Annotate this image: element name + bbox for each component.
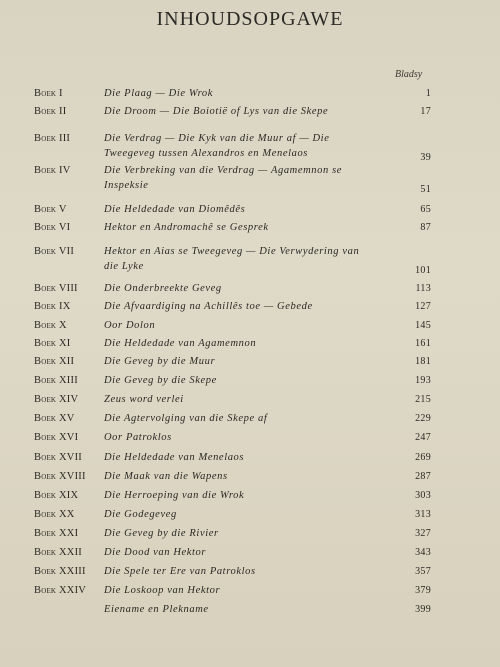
chapter-title — [104, 220, 394, 235]
book-label — [34, 336, 71, 351]
page-number: 51 — [420, 184, 431, 195]
book-number: XXI — [56, 528, 79, 539]
book-label — [34, 583, 86, 598]
chapter-title-line: Die Heldedade van Diomêdês — [104, 204, 246, 215]
chapter-title-line: Die Loskoop van Hektor — [104, 585, 221, 596]
book-number: II — [56, 106, 67, 117]
book-word: Boek — [34, 375, 57, 386]
chapter-title — [104, 564, 394, 579]
book-word: Boek — [34, 528, 57, 539]
chapter-title — [104, 526, 394, 541]
book-word: Boek — [34, 165, 57, 176]
book-number: XIV — [56, 394, 79, 405]
book-word: Boek — [34, 106, 57, 117]
book-word: Boek — [34, 452, 57, 463]
book-word: Boek — [34, 204, 57, 215]
chapter-title — [104, 104, 394, 119]
chapter-title — [104, 488, 394, 503]
chapter-title-line: Die Plaag — Die Wrok — [104, 88, 214, 99]
book-number: VI — [56, 222, 71, 233]
page-number: 1 — [425, 88, 431, 99]
book-label — [34, 318, 67, 333]
book-word: Boek — [34, 301, 57, 312]
book-label — [34, 202, 67, 217]
book-label — [34, 299, 71, 314]
chapter-title-line: Hektor en Andromachê se Gesprek — [104, 222, 269, 233]
page-number: 17 — [420, 106, 431, 117]
chapter-title-line: die Lyke — [104, 261, 144, 272]
book-label — [34, 430, 78, 445]
book-number: IV — [56, 165, 71, 176]
page-number: 229 — [415, 413, 431, 424]
book-number: XVII — [56, 452, 82, 463]
book-label — [34, 507, 75, 522]
chapter-title — [104, 430, 394, 445]
book-number: XII — [56, 356, 75, 367]
page-number: 379 — [415, 585, 431, 596]
page-number: 113 — [415, 283, 431, 294]
chapter-title-line: Die Spele ter Ere van Patroklos — [104, 566, 256, 577]
page-number: 269 — [415, 452, 431, 463]
book-number: XXIII — [56, 566, 86, 577]
chapter-title — [104, 354, 394, 369]
book-label — [34, 392, 78, 407]
book-label — [34, 86, 63, 101]
chapter-title-line: Die Geveg by die Muur — [104, 356, 216, 367]
book-word: Boek — [34, 338, 57, 349]
book-number: VIII — [56, 283, 78, 294]
chapter-title-line: Die Afvaardiging na Achillês toe — Gebede — [104, 301, 313, 312]
book-word: Boek — [34, 413, 57, 424]
chapter-title-line: Die Dood van Hektor — [104, 547, 207, 558]
book-number: XVIII — [56, 471, 86, 482]
book-word: Boek — [34, 585, 57, 596]
page-title: INHOUDSOPGAWE — [156, 8, 344, 30]
book-number: XV — [56, 413, 75, 424]
chapter-title — [104, 244, 394, 274]
chapter-title — [104, 202, 394, 217]
book-label — [34, 104, 66, 119]
chapter-title — [104, 281, 394, 296]
book-word: Boek — [34, 547, 57, 558]
book-number: XIII — [56, 375, 78, 386]
chapter-title — [104, 373, 394, 388]
chapter-title-line: Oor Dolon — [104, 320, 156, 331]
chapter-title-line: Oor Patroklos — [104, 432, 172, 443]
page-number: 161 — [415, 338, 431, 349]
book-label — [34, 545, 82, 560]
chapter-title — [104, 507, 394, 522]
page-number: 215 — [415, 394, 431, 405]
book-word: Boek — [34, 356, 57, 367]
book-word: Boek — [34, 432, 57, 443]
book-number: XX — [56, 509, 75, 520]
book-word: Boek — [34, 566, 57, 577]
book-label — [34, 163, 71, 178]
book-word: Boek — [34, 320, 57, 331]
chapter-title-line: Die Droom — Die Boiotië of Lys van die Skepe — [104, 106, 329, 117]
book-word: Boek — [34, 471, 57, 482]
page-number: 65 — [420, 204, 431, 215]
book-word: Boek — [34, 88, 57, 99]
page-number: 327 — [415, 528, 431, 539]
book-label — [34, 564, 86, 579]
chapter-title-line: Die Verdrag — Die Kyk van die Muur af — Die — [104, 133, 330, 144]
chapter-title — [104, 131, 394, 161]
book-label — [34, 281, 78, 296]
book-label — [34, 244, 74, 259]
book-label — [34, 488, 78, 503]
book-label — [34, 373, 78, 388]
page-number: 181 — [415, 356, 431, 367]
book-number: III — [56, 133, 71, 144]
chapter-title — [104, 318, 394, 333]
chapter-title-line: Eiename en Plekname — [104, 604, 209, 615]
page-number: 303 — [415, 490, 431, 501]
chapter-title-line: Die Geveg by die Skepe — [104, 375, 217, 386]
page-number: 287 — [415, 471, 431, 482]
book-number: XI — [56, 338, 71, 349]
book-label — [34, 450, 82, 465]
page-number: 399 — [415, 604, 431, 615]
chapter-title — [104, 299, 394, 314]
page-number: 193 — [415, 375, 431, 386]
book-number: XXIV — [56, 585, 87, 596]
book-number: XXII — [56, 547, 82, 558]
book-label — [34, 469, 86, 484]
chapter-title-line: Die Herroeping van die Wrok — [104, 490, 245, 501]
book-word: Boek — [34, 490, 57, 501]
chapter-title-line: Die Verbreking van die Verdrag — Agamemnon se — [104, 165, 343, 176]
chapter-title — [104, 86, 394, 101]
chapter-title-line: Zeus word verlei — [104, 394, 184, 405]
book-label — [34, 526, 78, 541]
chapter-title-line: Die Heldedade van Agamemnon — [104, 338, 257, 349]
page-number: 313 — [415, 509, 431, 520]
book-number: VII — [56, 246, 75, 257]
page-number: 87 — [420, 222, 431, 233]
page-number: 145 — [415, 320, 431, 331]
book-label — [34, 131, 70, 146]
book-number: XIX — [56, 490, 79, 501]
chapter-title — [104, 392, 394, 407]
chapter-title — [104, 469, 394, 484]
book-number: X — [56, 320, 67, 331]
book-word: Boek — [34, 222, 57, 233]
chapter-title-line: Hektor en Aias se Tweegeveg — Die Verwydering van — [104, 246, 360, 257]
chapter-title — [104, 583, 394, 598]
book-word: Boek — [34, 509, 57, 520]
book-label — [34, 220, 70, 235]
book-word: Boek — [34, 283, 57, 294]
chapter-title — [104, 163, 394, 193]
chapter-title-line: Die Godegeveg — [104, 509, 177, 520]
chapter-title — [104, 602, 394, 617]
page-column-label: Bladsy — [395, 69, 423, 80]
book-number: IX — [56, 301, 71, 312]
page-number: 247 — [415, 432, 431, 443]
page-number: 343 — [415, 547, 431, 558]
chapter-title — [104, 336, 394, 351]
book-number: I — [56, 88, 63, 99]
chapter-title-line: Die Onderbreekte Geveg — [104, 283, 222, 294]
book-label — [34, 354, 74, 369]
book-number: V — [56, 204, 67, 215]
chapter-title-line: Die Geveg by die Rivier — [104, 528, 219, 539]
chapter-title — [104, 450, 394, 465]
chapter-title-line: Die Agtervolging van die Skepe af — [104, 413, 268, 424]
chapter-title-line: Tweegeveg tussen Alexandros en Menelaos — [104, 148, 308, 159]
page-number: 101 — [415, 265, 431, 276]
chapter-title-line: Inspeksie — [104, 180, 149, 191]
book-word: Boek — [34, 133, 57, 144]
chapter-title — [104, 411, 394, 426]
book-word: Boek — [34, 394, 57, 405]
book-number: XVI — [56, 432, 79, 443]
book-label — [34, 411, 75, 426]
book-word: Boek — [34, 246, 57, 257]
page-number: 357 — [415, 566, 431, 577]
chapter-title — [104, 545, 394, 560]
chapter-title-line: Die Heldedade van Menelaos — [104, 452, 245, 463]
page-number: 127 — [415, 301, 431, 312]
page-number: 39 — [420, 152, 431, 163]
chapter-title-line: Die Maak van die Wapens — [104, 471, 228, 482]
